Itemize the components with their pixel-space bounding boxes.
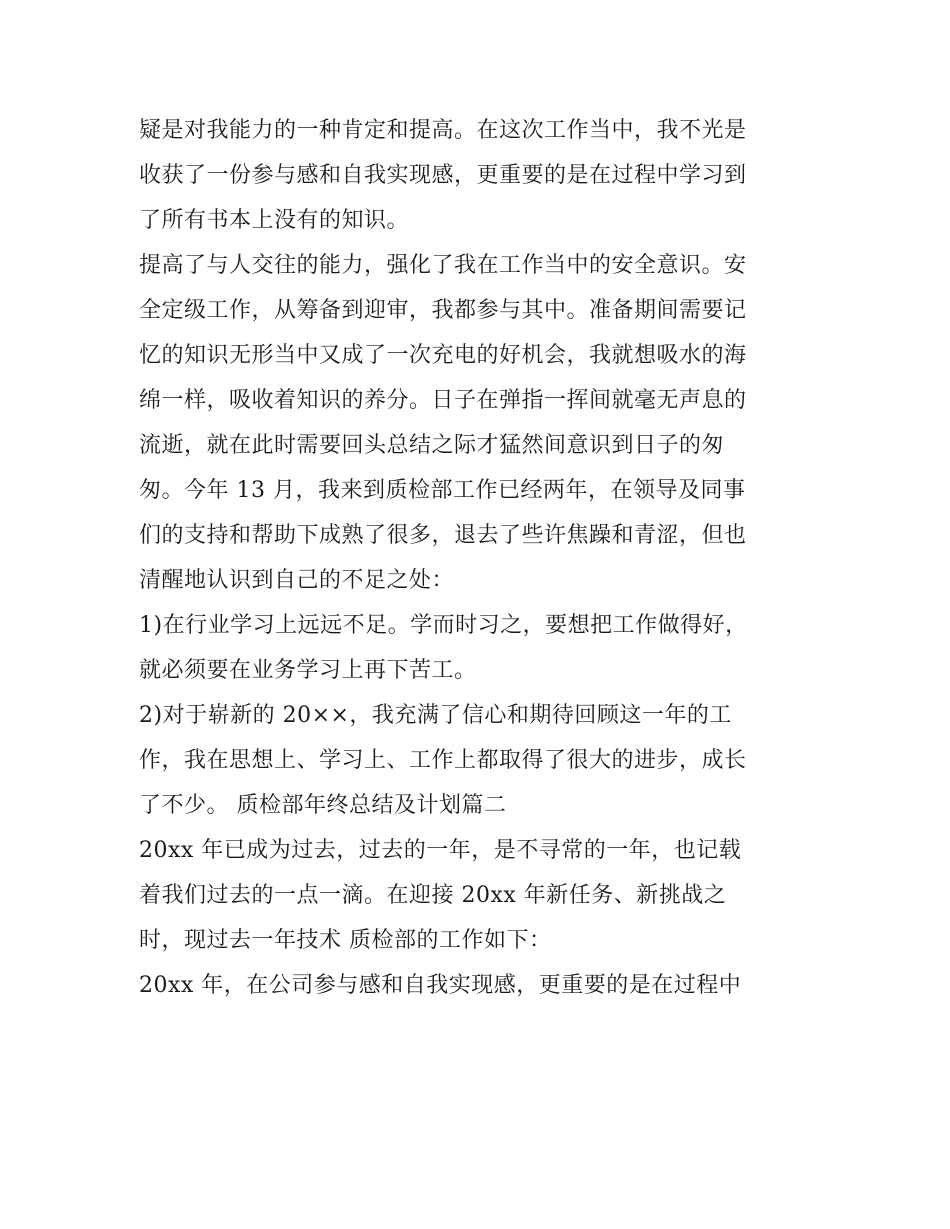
text-line: 时，现过去一年技术 质检部的工作如下： — [139, 928, 552, 953]
text-line: 1)在行业学习上远远不足。学而时习之，要想把工作做得好， — [139, 613, 748, 638]
text-line: 了不少。 质检部年终总结及计划篇二 — [139, 793, 507, 818]
text-line: 20xx 年已成为过去，过去的一年，是不寻常的一年，也记载 — [139, 838, 742, 863]
text-line: 了所有书本上没有的知识。 — [139, 208, 410, 233]
text-line: 20xx 年，在公司参与感和自我实现感，更重要的是在过程中 — [139, 973, 742, 998]
text-line: 匆。今年 13 月，我来到质检部工作已经两年，在领导及同事 — [139, 478, 746, 503]
text-line: 作，我在思想上、学习上、工作上都取得了很大的进步，成长 — [139, 748, 747, 773]
document-body — [139, 108, 819, 1008]
text-line: 绵一样，吸收着知识的养分。日子在弹指一挥间就毫无声息的 — [139, 388, 747, 413]
text-line: 着我们过去的一点一滴。在迎接 20xx 年新任务、新挑战之 — [139, 883, 727, 908]
text-line: 收获了一份参与感和自我实现感，更重要的是在过程中学习到 — [139, 163, 747, 188]
text-line: 2)对于崭新的 20××，我充满了信心和期待回顾这一年的工 — [139, 703, 732, 728]
text-line: 忆的知识无形当中又成了一次充电的好机会，我就想吸水的海 — [139, 343, 747, 368]
text-line: 疑是对我能力的一种肯定和提高。在这次工作当中，我不光是 — [139, 118, 747, 143]
text-line: 提高了与人交往的能力，强化了我在工作当中的安全意识。安 — [139, 253, 747, 278]
text-line: 们的支持和帮助下成熟了很多，退去了些许焦躁和青涩，但也 — [139, 523, 747, 548]
text-line: 就必须要在业务学习上再下苦工。 — [139, 658, 477, 683]
text-line: 全定级工作，从筹备到迎审，我都参与其中。准备期间需要记 — [139, 298, 747, 323]
text-line: 流逝，就在此时需要回头总结之际才猛然间意识到日子的匆 — [139, 433, 725, 458]
text-line: 清醒地认识到自己的不足之处： — [139, 568, 455, 593]
